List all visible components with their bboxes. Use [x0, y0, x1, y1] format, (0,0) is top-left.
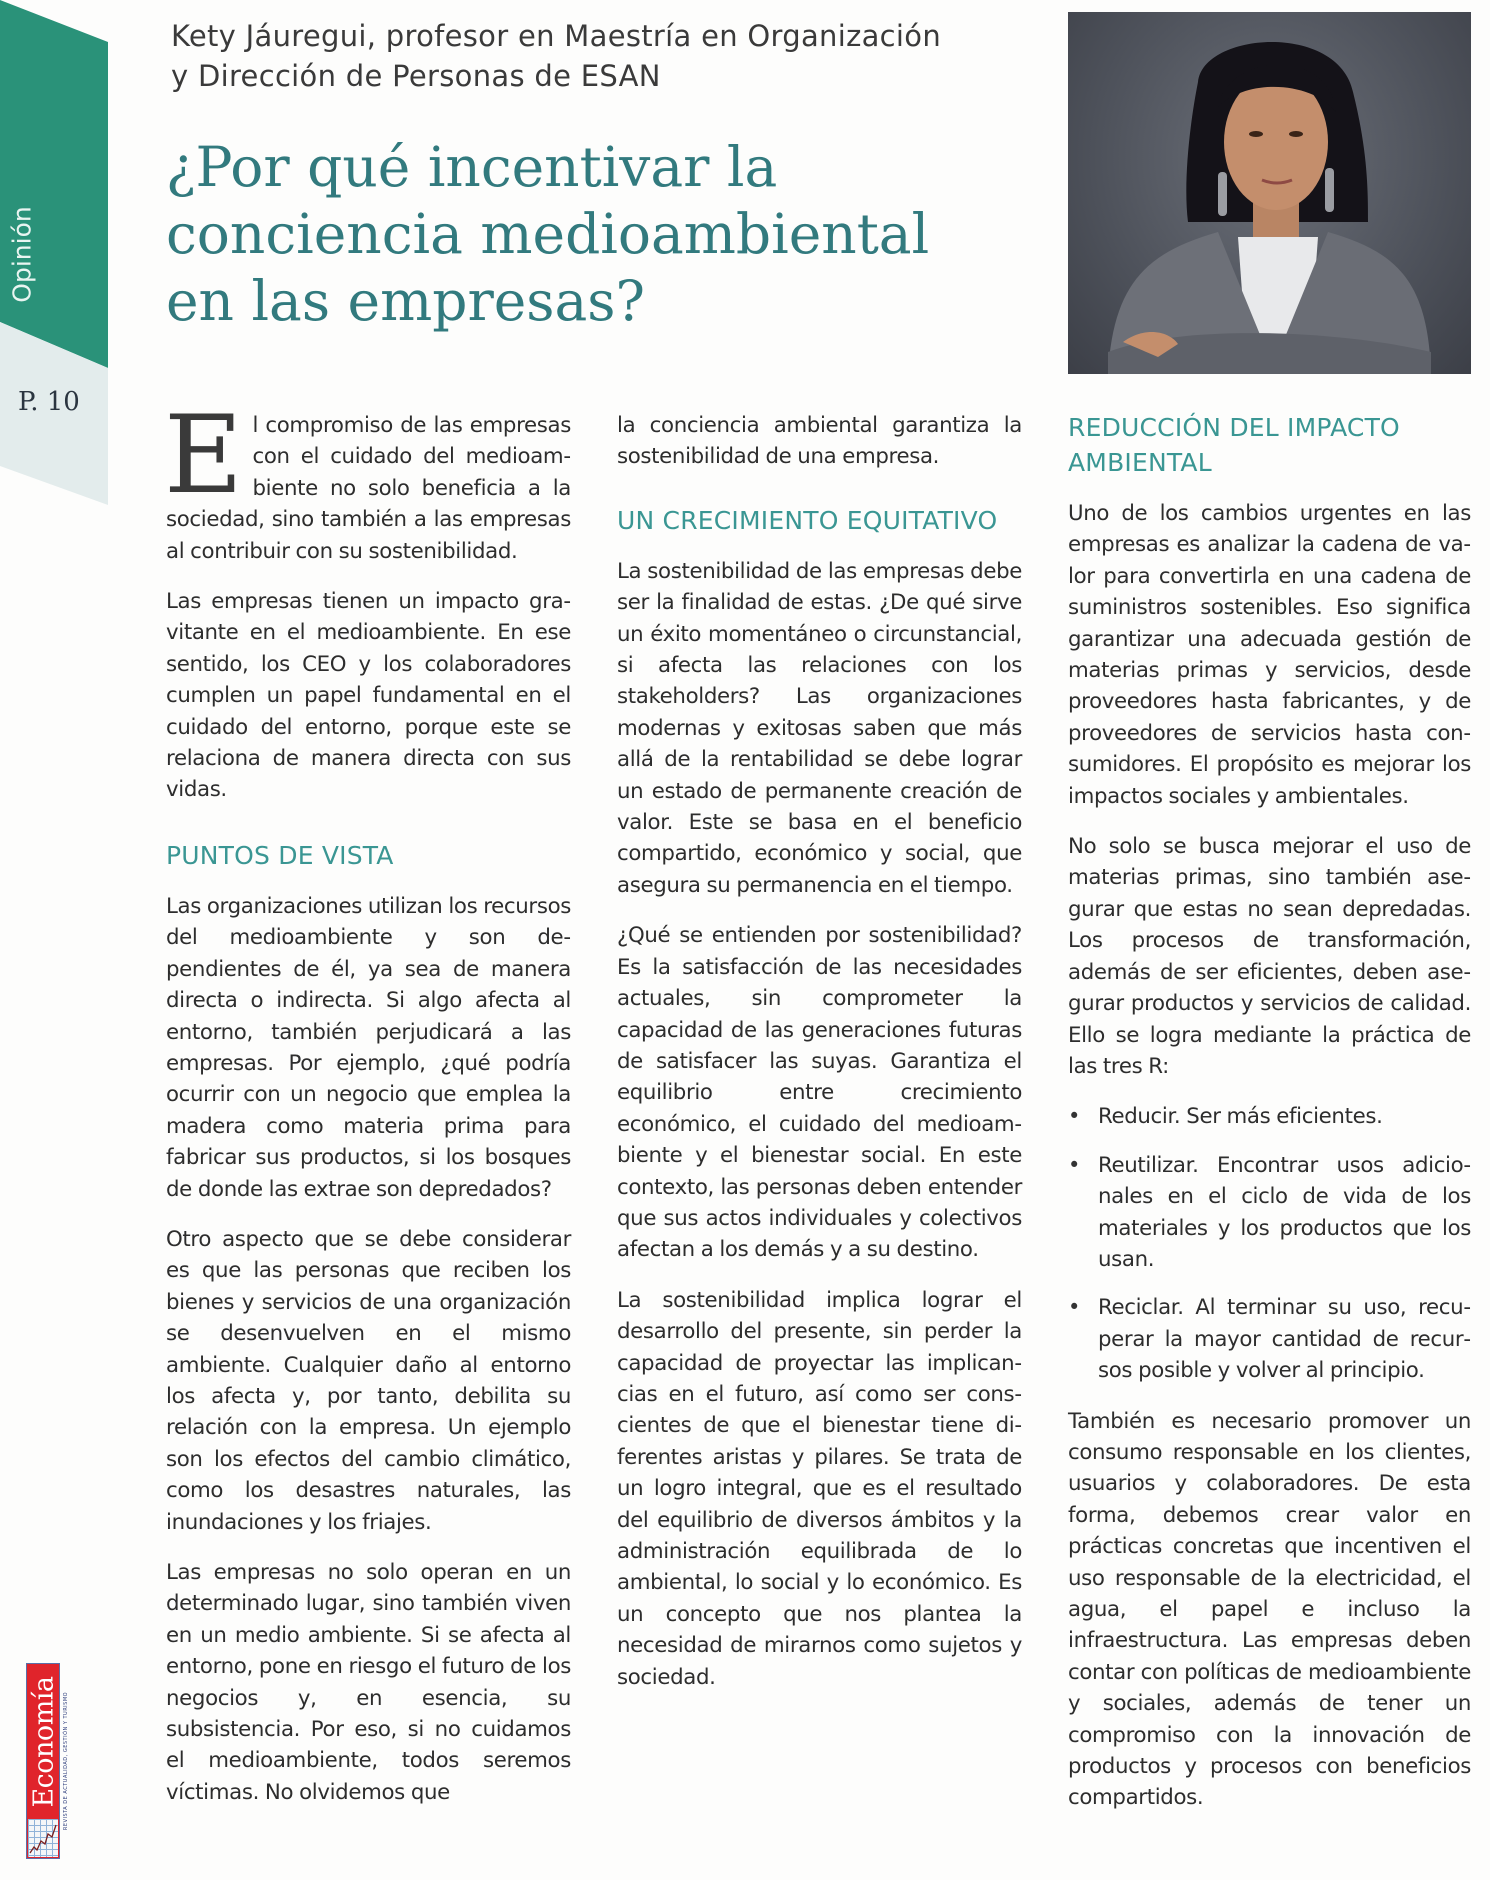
- paragraph: Las empresas tienen un impacto gravitante en el medioambiente. En ese sentido, los CEO y los colaboradores cumplen un papel fundamental en el cuidado del entorno, porque este se relaciona de manera directa con sus vidas.: [166, 589, 571, 803]
- list-item-reducir: [1068, 1101, 1471, 1132]
- portrait-earring-right: [1325, 168, 1334, 212]
- three-r-list: [1068, 1101, 1471, 1386]
- section-tab-accent: [0, 0, 108, 368]
- article-column-3: [1068, 410, 1471, 1833]
- title-line-3: en las empresas?: [166, 269, 646, 333]
- article-column-2: [617, 410, 1022, 1712]
- title-line-2: conciencia medioambiental: [166, 202, 930, 266]
- author-portrait-photo: [1068, 12, 1471, 374]
- section-heading-puntos-de-vista: PUNTOS DE VISTA: [166, 840, 394, 870]
- magazine-logo: [26, 1663, 70, 1859]
- section-heading-reduccion: REDUCCIÓN DEL IMPACTO AMBIENTAL: [1068, 413, 1400, 477]
- list-item-reutilizar: [1068, 1150, 1471, 1276]
- bullet-icon: •: [1068, 1104, 1081, 1129]
- logo-tagline: REVISTA DE ACTUALIDAD, GESTIÓN Y TURISMO: [63, 1691, 69, 1831]
- portrait-earring-left: [1218, 172, 1227, 216]
- list-item-text: Reutilizar. Encontrar usos adicionales en el ciclo de vida de los materiales y los productos que los usan.: [1098, 1152, 1471, 1272]
- list-item-reciclar: [1068, 1292, 1471, 1386]
- author-byline: [171, 16, 1031, 96]
- logo-chart-grid-icon: [28, 1819, 58, 1857]
- paragraph: No solo se busca mejorar el uso de materias primas, sino también asegurar que estas no sean depredadas. Los procesos de transformación, además de ser eficientes, deben asegurar productos y servicios de calidad. Ello se logra mediante la práctica de las tres R:: [1068, 834, 1471, 1079]
- portrait-eye-right: [1289, 131, 1303, 137]
- byline-line-1: Kety Jáuregui, profesor en Maestría en Organización: [171, 19, 941, 53]
- bullet-icon: •: [1068, 1295, 1081, 1320]
- paragraph: Las empresas no solo operan en un determinado lugar, sino también viven en un medio ambiente. Si se afecta al entorno, pone en riesgo el futuro de los negocios y, en esencia, su subsistencia. Por eso, si no cuidamos el medioambiente, todos seremos víctimas. No olvidemos que: [166, 1560, 571, 1805]
- paragraph: la conciencia ambiental garantiza la sostenibilidad de una empresa.: [617, 413, 1022, 470]
- paragraph: La sostenibilidad implica lograr el desarrollo del presente, sin perder la capacidad de proyectar las implicancias en el futuro, así como ser conscientes de que el bienestar tiene diferentes aristas y pilares. Se trata de un logro integral, que es el resultado del equilibrio de diversos ámbitos y la administración equilibrada de lo ambiental, lo social y lo económico. Es un concepto que nos plantea la necesidad de mirarnos como sujetos y sociedad.: [617, 1287, 1022, 1690]
- paragraph: La sostenibilidad de las empresas debe ser la finalidad de estas. ¿De qué sirve un éxito momentáneo o circunstancial, si afecta las relaciones con los stakeholders? Las organizaciones modernas y exitosas saben que más allá de la rentabilidad se debe lograr un estado de permanente creación de valor. Este se basa en el beneficio compartido, económico y social, que asegura su permanencia en el tiempo.: [617, 558, 1022, 898]
- logo-wordmark: Economía: [28, 1676, 60, 1808]
- portrait-illustration: [1068, 12, 1471, 374]
- paragraph: Otro aspecto que se debe considerar es que las personas que reciben los bienes y servicios de una organización se desenvuelven en el mismo ambiente. Cualquier daño al entorno los afecta y, por tanto, debilita su relación con la empresa. Un ejemplo son los efectos del cambio climático, como los desastres naturales, las inundaciones y los friajes.: [166, 1226, 571, 1535]
- article-column-1: [164, 393, 572, 1827]
- page-number: P. 10: [18, 387, 80, 417]
- article-title: [166, 134, 1046, 335]
- drop-cap: E: [164, 393, 243, 518]
- paragraph: Las organizaciones utilizan los recursos del medioambiente y son dependientes de él, ya sea de manera directa o indirecta. Si algo afecta al entorno, también perjudicará a las empresas. Por ejemplo, ¿qué podría ocurrir con un negocio que emplea la madera como materia prima para fabricar sus productos, si los bosques de donde las extrae son depredados?: [166, 893, 572, 1202]
- paragraph: ¿Qué se entienden por sostenibilidad? Es la satisfacción de las necesidades actuales, sin comprometer la capacidad de las generaciones futuras de satisfacer las suyas. Garantiza el equilibrio entre crecimiento económico, el cuidado del medioambiente y el bienestar social. En este contexto, las personas deben entender que sus actos individuales y colectivos afectan a los demás y a su destino.: [617, 923, 1022, 1263]
- section-label-text: Opinión: [7, 206, 37, 303]
- byline-line-2: y Dirección de Personas de ESAN: [171, 59, 661, 93]
- paragraph-intro: [164, 393, 571, 567]
- logo-trend-line-icon: [28, 1819, 58, 1857]
- portrait-eye-left: [1249, 131, 1263, 137]
- paragraph: Uno de los cambios urgentes en las empresas es analizar la cadena de valor para convertirla en una cadena de suministros sostenibles. Eso significa garantizar una adecuada gestión de materias primas y servicios, desde proveedores hasta fabricantes, y de proveedores de servicios hasta consumidores. El propósito es mejorar los impactos sociales y ambientales.: [1068, 501, 1471, 809]
- intro-text: l compromiso de las empresas con el cuidado del medioambiente no solo beneficia a la sociedad, sino también a las empresas al contribuir con su sostenibilidad.: [166, 413, 571, 564]
- bullet-icon: •: [1068, 1152, 1081, 1177]
- list-item-text: Reducir. Ser más eficientes.: [1098, 1104, 1383, 1130]
- title-line-1: ¿Por qué incentivar la: [166, 135, 778, 199]
- logo-red-band: [26, 1663, 60, 1859]
- paragraph: También es necesario promover un consumo responsable en los clientes, usuarios y colaboradores. De esta forma, debemos crear valor en prácticas concretas que incentiven el uso responsable de la electricidad, el agua, el papel e incluso la infraestructura. Las empresas deben contar con políticas de medioambiente y sociales, además de tener un compromiso con la innovación de productos y procesos con beneficios compartidos.: [1068, 1408, 1471, 1811]
- section-heading-crecimiento: UN CRECIMIENTO EQUITATIVO: [617, 505, 998, 535]
- list-item-text: Reciclar. Al terminar su uso, recuperar la mayor cantidad de recursos posible y volver al principio.: [1098, 1295, 1471, 1384]
